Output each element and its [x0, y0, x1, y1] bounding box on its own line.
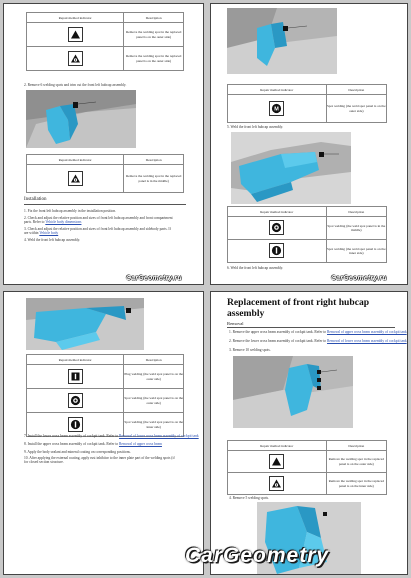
repair-method-table — [227, 84, 387, 123]
i-circle-icon — [68, 417, 83, 432]
triangle-target-icon — [68, 171, 83, 186]
manual-page-3 — [3, 291, 204, 575]
weld-step: 5. Weld the front left hubcap assembly. — [227, 125, 284, 129]
install-step: 4. Weld the front left hubcap assembly. — [24, 238, 81, 242]
manual-page-4 — [210, 291, 408, 575]
manual-page-2 — [210, 3, 408, 285]
install-step: parts. Refer to — [24, 220, 45, 224]
vehicle-body-link[interactable]: Vehicle body — [39, 231, 59, 235]
method-description: Remove the welding spot in the replaced panel is on the outer side) — [124, 47, 184, 71]
symbol-column-header: Repair method indicator — [228, 207, 327, 217]
method-description: Spot welding (the weld spot panel is in the middle) — [326, 217, 386, 240]
upper-beam-removal-link[interactable]: Removal of upper cross beam assembly of cockpit tank — [327, 330, 407, 334]
symbol-column-header: Repair method indicator — [228, 441, 327, 451]
install-step: 10. After applying the external coating, apply rust inhibitor to the inner plate part of the welding spots (if — [24, 456, 175, 460]
method-description: Remove the welding spot in the replaced panel is in the middle) — [124, 165, 184, 193]
description-column-header: Description — [124, 13, 184, 23]
vehicle-body-photo — [227, 8, 337, 74]
removal-step: 3. Remove 10 welding spots. — [229, 348, 271, 352]
description-column-header: Description — [326, 207, 386, 217]
vehicle-body-photo — [233, 356, 353, 428]
method-description: Spot welding (the weld spot panel is on the inner side) — [124, 413, 184, 437]
o-circle-icon — [269, 220, 284, 235]
symbol-column-header: Repair method indicator — [27, 355, 124, 365]
page-title-line-2: assembly — [227, 308, 265, 319]
triangle-icon — [269, 454, 284, 469]
method-description: Plug welding (the weld spot panel is on the outer side) — [124, 365, 184, 389]
method-description: Spot welding (the weld spot panel is on the outer side) — [124, 389, 184, 413]
install-step: are within — [24, 231, 39, 235]
lower-beam-removal-link[interactable]: Removal of lower cross beam assembly of cockpit tank — [327, 339, 407, 343]
symbol-column-header: Repair method indicator — [27, 155, 124, 165]
removal-step: 1. Remove the upper cross beam assembly of cockpit tank. Refer to — [229, 330, 327, 334]
removal-step: 4. Remove 5 welding spots. — [229, 496, 269, 500]
m-circle-icon — [269, 101, 284, 116]
method-description: Remove the welding spot in the replaced panel is on the outer side) — [124, 23, 184, 47]
upper-beam-removal-link[interactable]: Removal of upper cross beam — [119, 442, 162, 446]
method-description: Spot welding (the weld spot panel is on the inner side) — [326, 240, 386, 263]
manual-page-1 — [3, 3, 204, 285]
install-step: 8. Install the upper cross beam assembly of cockpit tank. Refer to — [24, 442, 119, 446]
lower-beam-removal-link[interactable]: Removal of lower cross beam assembly of cockpit tank — [119, 434, 199, 438]
install-step: 2. Check and adjust the relative position and sizes of front left hubcap assembly and front compartment — [24, 216, 173, 220]
page-title-line-1: Replacement of front right hubcap — [227, 297, 370, 308]
body-dimensions-link[interactable]: Vehicle body dimensions — [45, 220, 82, 224]
weld-step: 6. Weld the front left hubcap assembly. — [227, 266, 284, 270]
method-description: Spot welding (the weld spot panel is on the outer side) — [326, 95, 386, 123]
repair-method-table — [227, 440, 387, 495]
removal-step: 2. Remove the lower cross beam assembly of cockpit tank. Refer to — [229, 339, 327, 343]
repair-method-table — [26, 154, 184, 193]
description-column-header: Description — [326, 441, 386, 451]
triangle-icon — [68, 27, 83, 42]
watermark-logo: CarGeometry.ru — [126, 275, 182, 282]
divider — [24, 204, 186, 205]
divider — [227, 327, 395, 328]
vehicle-body-photo — [26, 298, 144, 350]
install-step: 3. Check and adjust the relative position and sizes of front left hubcap assembly and sidebody parts. If — [24, 227, 171, 231]
triangle-target-icon — [68, 51, 83, 66]
install-step: 1. Fix the front left hubcap assembly in the installation position. — [24, 209, 117, 213]
vehicle-body-photo — [231, 132, 351, 204]
install-step: 9. Apply the body sealant and mineral coating on corresponding positions. — [24, 450, 131, 454]
repair-method-table — [26, 12, 184, 71]
install-step: for closed section structure. — [24, 460, 64, 464]
description-column-header: Description — [124, 155, 184, 165]
description-column-header: Description — [326, 85, 386, 95]
installation-heading: Installation — [24, 197, 47, 202]
triangle-target-icon — [269, 476, 284, 491]
symbol-column-header: Repair method indicator — [27, 13, 124, 23]
removal-step: 2. Remove 6 welding spots and trim cut the front left hubcap assembly. — [24, 83, 127, 87]
removal-heading: Removal — [227, 321, 244, 326]
repair-method-table — [26, 354, 184, 437]
symbol-column-header: Repair method indicator — [228, 85, 327, 95]
install-step: 7. Install the lower cross beam assembly of cockpit tank. Refer to — [24, 434, 119, 438]
description-column-header: Description — [124, 355, 184, 365]
watermark-logo-large: CarGeometry — [185, 544, 330, 567]
o-circle-icon — [68, 393, 83, 408]
i-square-icon — [68, 369, 83, 384]
method-description: Remove the welding spot in the replaced panel is on the outer side) — [326, 451, 386, 473]
repair-method-table — [227, 206, 387, 263]
watermark-logo: CarGeometry.ru — [331, 275, 387, 282]
vehicle-body-photo — [26, 90, 136, 148]
method-description: Remove the welding spot in the replaced panel is on the inner side) — [326, 473, 386, 495]
i-circle-icon — [269, 243, 284, 258]
